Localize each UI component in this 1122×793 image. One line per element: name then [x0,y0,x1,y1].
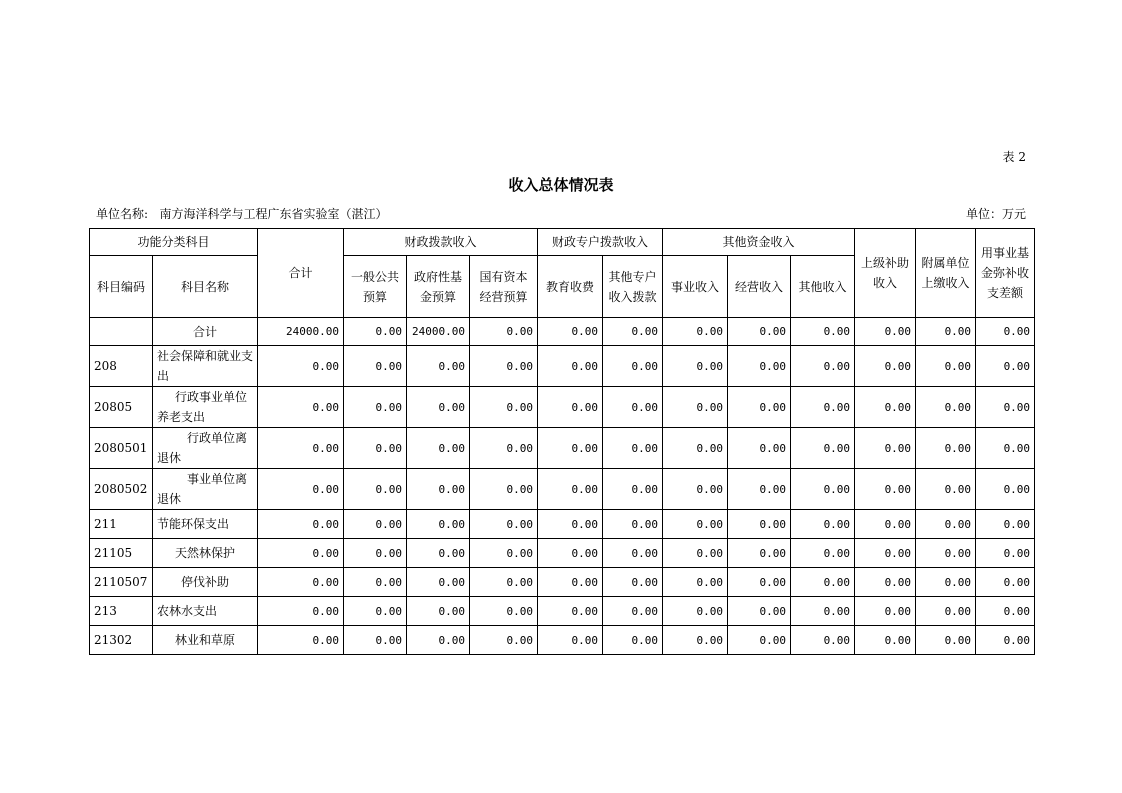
cell-value: 0.00 [791,387,855,428]
unit-info-row [96,205,1026,222]
header-affiliated: 附属单位上缴收入 [916,229,976,318]
cell-value: 0.00 [258,428,344,469]
row-code: 2080501 [90,428,153,469]
cell-value: 0.00 [344,428,407,469]
cell-value: 0.00 [791,539,855,568]
cell-value: 0.00 [728,387,791,428]
cell-value: 0.00 [916,387,976,428]
money-unit: 单位：万元 [965,207,1026,221]
row-code: 211 [90,510,153,539]
cell-value: 0.00 [728,539,791,568]
cell-value: 0.00 [728,626,791,655]
cell-value: 0.00 [603,469,663,510]
cell-value: 0.00 [663,626,728,655]
cell-value: 0.00 [470,346,538,387]
cell-value: 0.00 [603,539,663,568]
cell-value: 0.00 [916,626,976,655]
row-code: 213 [90,597,153,626]
cell-value: 0.00 [407,469,470,510]
row-name: 社会保障和就业支出 [153,346,258,387]
cell-value: 0.00 [603,597,663,626]
unit-name-block [96,205,388,222]
cell-value: 0.00 [258,568,344,597]
cell-value: 0.00 [344,539,407,568]
cell-value: 0.00 [258,626,344,655]
cell-value: 0.00 [976,568,1035,597]
table-row [90,539,1035,568]
cell-value: 0.00 [791,626,855,655]
cell-value: 0.00 [407,597,470,626]
unit-name-label: 单位名称: [96,207,149,221]
cell-value: 0.00 [470,469,538,510]
table-row [90,428,1035,469]
row-code: 20805 [90,387,153,428]
row-code: 21105 [90,539,153,568]
cell-value: 0.00 [538,510,603,539]
table-row [90,469,1035,510]
cell-value: 0.00 [344,387,407,428]
cell-value: 0.00 [916,346,976,387]
cell-value: 0.00 [603,346,663,387]
header-other-funds: 其他资金收入 [663,229,855,256]
cell-value: 0.00 [538,318,603,346]
cell-value: 0.00 [258,469,344,510]
row-code: 21302 [90,626,153,655]
cell-value: 0.00 [663,387,728,428]
cell-value: 0.00 [728,597,791,626]
header-fiscal-special: 财政专户拨款收入 [538,229,663,256]
cell-value: 0.00 [538,428,603,469]
cell-value: 0.00 [258,597,344,626]
cell-value: 0.00 [407,568,470,597]
cell-value: 0.00 [407,539,470,568]
cell-value: 0.00 [855,539,916,568]
cell-value: 0.00 [976,318,1035,346]
cell-value: 0.00 [916,318,976,346]
total-row [90,318,1035,346]
header-func-class: 功能分类科目 [90,229,258,256]
cell-value: 0.00 [344,346,407,387]
cell-value: 0.00 [791,318,855,346]
cell-value: 0.00 [344,469,407,510]
cell-value: 0.00 [791,597,855,626]
cell-value: 0.00 [916,539,976,568]
cell-value: 0.00 [855,428,916,469]
cell-value: 0.00 [470,597,538,626]
cell-value: 0.00 [791,510,855,539]
cell-value: 0.00 [470,428,538,469]
cell-value: 0.00 [728,318,791,346]
header-edu-fee: 教育收费 [538,256,603,318]
cell-value: 0.00 [791,469,855,510]
row-name: 行政单位离退休 [153,428,258,469]
cell-value: 0.00 [916,428,976,469]
cell-value: 0.00 [538,626,603,655]
cell-value: 0.00 [538,346,603,387]
row-code: 2080502 [90,469,153,510]
cell-value: 0.00 [855,597,916,626]
header-other-income: 其他收入 [791,256,855,318]
cell-value: 0.00 [603,510,663,539]
table-row [90,346,1035,387]
cell-value: 24000.00 [258,318,344,346]
cell-value: 0.00 [663,539,728,568]
cell-value: 0.00 [976,346,1035,387]
header-total: 合计 [258,229,344,318]
cell-value: 0.00 [916,469,976,510]
cell-value: 0.00 [663,318,728,346]
header-operating-income: 经营收入 [728,256,791,318]
header-superior-subsidy: 上级补助收入 [855,229,916,318]
cell-value: 0.00 [538,597,603,626]
row-name: 合计 [153,318,258,346]
cell-value: 0.00 [603,318,663,346]
cell-value: 0.00 [258,539,344,568]
cell-value: 0.00 [916,597,976,626]
cell-value: 0.00 [603,568,663,597]
cell-value: 0.00 [663,510,728,539]
row-name: 农林水支出 [153,597,258,626]
cell-value: 0.00 [976,469,1035,510]
row-code: 2110507 [90,568,153,597]
cell-value: 0.00 [258,387,344,428]
cell-value: 0.00 [855,318,916,346]
cell-value: 0.00 [538,568,603,597]
cell-value: 0.00 [976,597,1035,626]
row-name: 林业和草原 [153,626,258,655]
cell-value: 0.00 [258,346,344,387]
row-name: 节能环保支出 [153,510,258,539]
row-name: 行政事业单位养老支出 [153,387,258,428]
cell-value: 0.00 [663,568,728,597]
header-fiscal: 财政拨款收入 [344,229,538,256]
cell-value: 0.00 [538,387,603,428]
cell-value: 0.00 [407,510,470,539]
cell-value: 0.00 [603,428,663,469]
cell-value: 0.00 [407,387,470,428]
cell-value: 0.00 [728,510,791,539]
cell-value: 0.00 [344,510,407,539]
cell-value: 0.00 [916,510,976,539]
header-other-special: 其他专户收入拨款 [603,256,663,318]
cell-value: 0.00 [663,428,728,469]
cell-value: 0.00 [791,346,855,387]
cell-value: 0.00 [728,568,791,597]
cell-value: 0.00 [603,387,663,428]
cell-value: 0.00 [663,346,728,387]
cell-value: 0.00 [791,428,855,469]
cell-value: 0.00 [976,539,1035,568]
header-state-capital: 国有资本经营预算 [470,256,538,318]
cell-value: 0.00 [470,510,538,539]
cell-value: 0.00 [407,626,470,655]
header-name: 科目名称 [153,256,258,318]
cell-value: 0.00 [916,568,976,597]
cell-value: 0.00 [663,469,728,510]
header-business-income: 事业收入 [663,256,728,318]
cell-value: 0.00 [728,469,791,510]
unit-name-value: 南方海洋科学与工程广东省实验室（湛江） [159,207,388,221]
cell-value: 0.00 [538,469,603,510]
cell-value: 0.00 [728,346,791,387]
row-name: 停伐补助 [153,568,258,597]
cell-value: 0.00 [976,387,1035,428]
table-number: 表 2 [1002,150,1026,164]
cell-value: 0.00 [344,597,407,626]
cell-value: 0.00 [976,626,1035,655]
cell-value: 0.00 [344,318,407,346]
cell-value: 0.00 [470,568,538,597]
cell-value: 0.00 [728,428,791,469]
table-row [90,510,1035,539]
cell-value: 0.00 [663,597,728,626]
cell-value: 0.00 [976,428,1035,469]
row-code: 208 [90,346,153,387]
cell-value: 0.00 [258,510,344,539]
cell-value: 0.00 [470,387,538,428]
cell-value: 0.00 [855,346,916,387]
row-name: 天然林保护 [153,539,258,568]
cell-value: 0.00 [855,626,916,655]
cell-value: 0.00 [407,428,470,469]
cell-value: 24000.00 [407,318,470,346]
header-general-public: 一般公共预算 [344,256,407,318]
cell-value: 0.00 [538,539,603,568]
header-gov-fund: 政府性基金预算 [407,256,470,318]
cell-value: 0.00 [470,539,538,568]
cell-value: 0.00 [855,387,916,428]
cell-value: 0.00 [344,568,407,597]
table-row [90,387,1035,428]
row-name: 事业单位离退休 [153,469,258,510]
cell-value: 0.00 [855,469,916,510]
row-code [90,318,153,346]
cell-value: 0.00 [470,626,538,655]
income-summary-table [89,228,1035,655]
cell-value: 0.00 [976,510,1035,539]
header-row-1 [90,229,1035,256]
table-row [90,568,1035,597]
cell-value: 0.00 [603,626,663,655]
header-code: 科目编码 [90,256,153,318]
table-row [90,626,1035,655]
cell-value: 0.00 [855,568,916,597]
cell-value: 0.00 [470,318,538,346]
cell-value: 0.00 [855,510,916,539]
cell-value: 0.00 [407,346,470,387]
cell-value: 0.00 [344,626,407,655]
page-title: 收入总体情况表 [508,176,614,194]
cell-value: 0.00 [791,568,855,597]
header-use-fund: 用事业基金弥补收支差额 [976,229,1035,318]
table-row [90,597,1035,626]
